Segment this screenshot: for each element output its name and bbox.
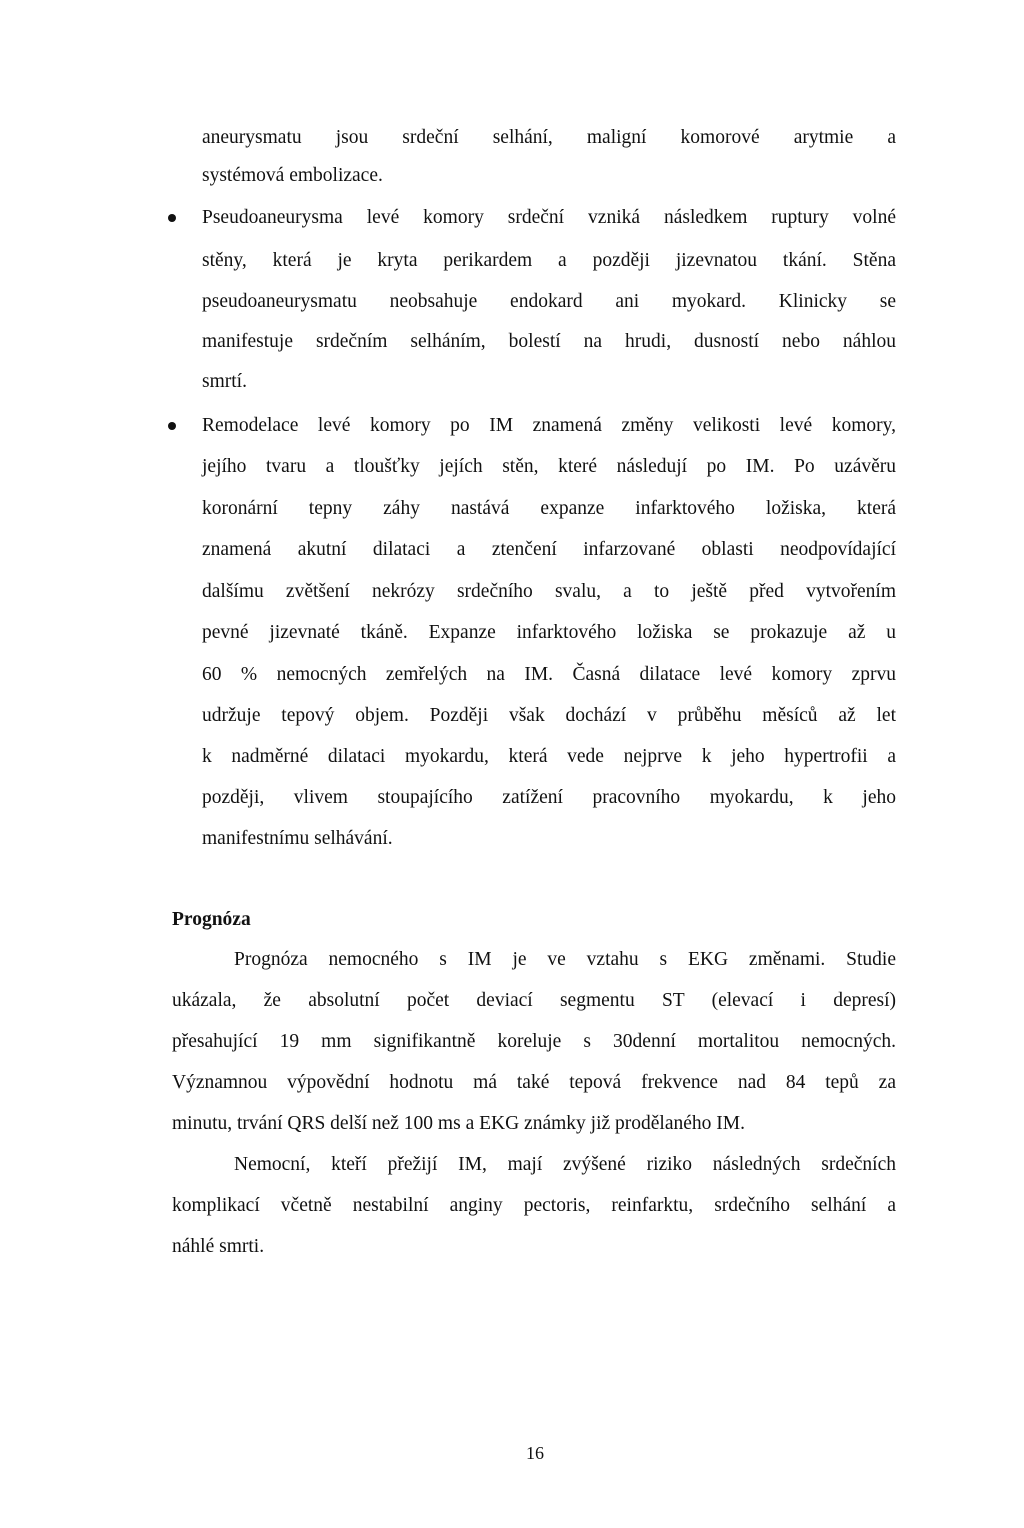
text-line: koronární tepny záhy nastává expanze infarktového ložiska, která [202,498,896,519]
text-line: dalšímu zvětšení nekrózy srdečního svalu, a to ještě před vytvořením [202,581,896,602]
section-heading: Prognóza [172,909,251,930]
text-line: pseudoaneurysmatu neobsahuje endokard ani myokard. Klinicky se [202,291,896,312]
bullet-icon [168,422,176,430]
text-line: stěny, která je kryta perikardem a později jizevnatou tkání. Stěna [202,250,896,271]
text-line: minutu, trvání QRS delší než 100 ms a EKG známky již prodělaného IM. [172,1113,745,1134]
text-line: udržuje tepový objem. Později však dochází v průběhu měsíců až let [202,705,896,726]
text-line: ukázala, že absolutní počet deviací segmentu ST (elevací i depresí) [172,990,896,1011]
text-line: později, vlivem stoupajícího zatížení pracovního myokardu, k jeho [202,787,896,808]
text-line: Prognóza nemocného s IM je ve vztahu s EKG změnami. Studie [234,949,896,970]
text-line: manifestuje srdečním selháním, bolestí na hrudi, dusností nebo náhlou [202,331,896,352]
text-line: jejího tvaru a tloušťky jejích stěn, které následují po IM. Po uzávěru [202,456,896,477]
text-line: k nadměrné dilataci myokardu, která vede nejprve k jeho hypertrofii a [202,746,896,767]
text-line: aneurysmatu jsou srdeční selhání, maligní komorové arytmie a [202,127,896,148]
bullet-icon [168,214,176,222]
text-line: Nemocní, kteří přežijí IM, mají zvýšené riziko následných srdečních [234,1154,896,1175]
text-line: Významnou výpovědní hodnotu má také tepová frekvence nad 84 tepů za [172,1072,896,1093]
text-line: manifestnímu selhávání. [202,828,393,849]
text-line: znamená akutní dilataci a ztenčení infarzované oblasti neodpovídající [202,539,896,560]
page-number: 16 [526,1443,544,1463]
text-line: smrtí. [202,371,247,392]
text-line: náhlé smrti. [172,1236,265,1257]
text-line: pevné jizevnaté tkáně. Expanze infarktového ložiska se prokazuje až u [202,622,896,643]
text-line: 60 % nemocných zemřelých na IM. Časná dilatace levé komory zprvu [202,664,896,685]
text-line: komplikací včetně nestabilní anginy pectoris, reinfarktu, srdečního selhání a [172,1195,896,1216]
text-line: systémová embolizace. [202,165,383,186]
text-line: Remodelace levé komory po IM znamená změny velikosti levé komory, [202,415,896,436]
text-line: přesahující 19 mm signifikantně koreluje s 30denní mortalitou nemocných. [172,1031,896,1052]
text-line: Pseudoaneurysma levé komory srdeční vzniká následkem ruptury volné [202,207,896,228]
